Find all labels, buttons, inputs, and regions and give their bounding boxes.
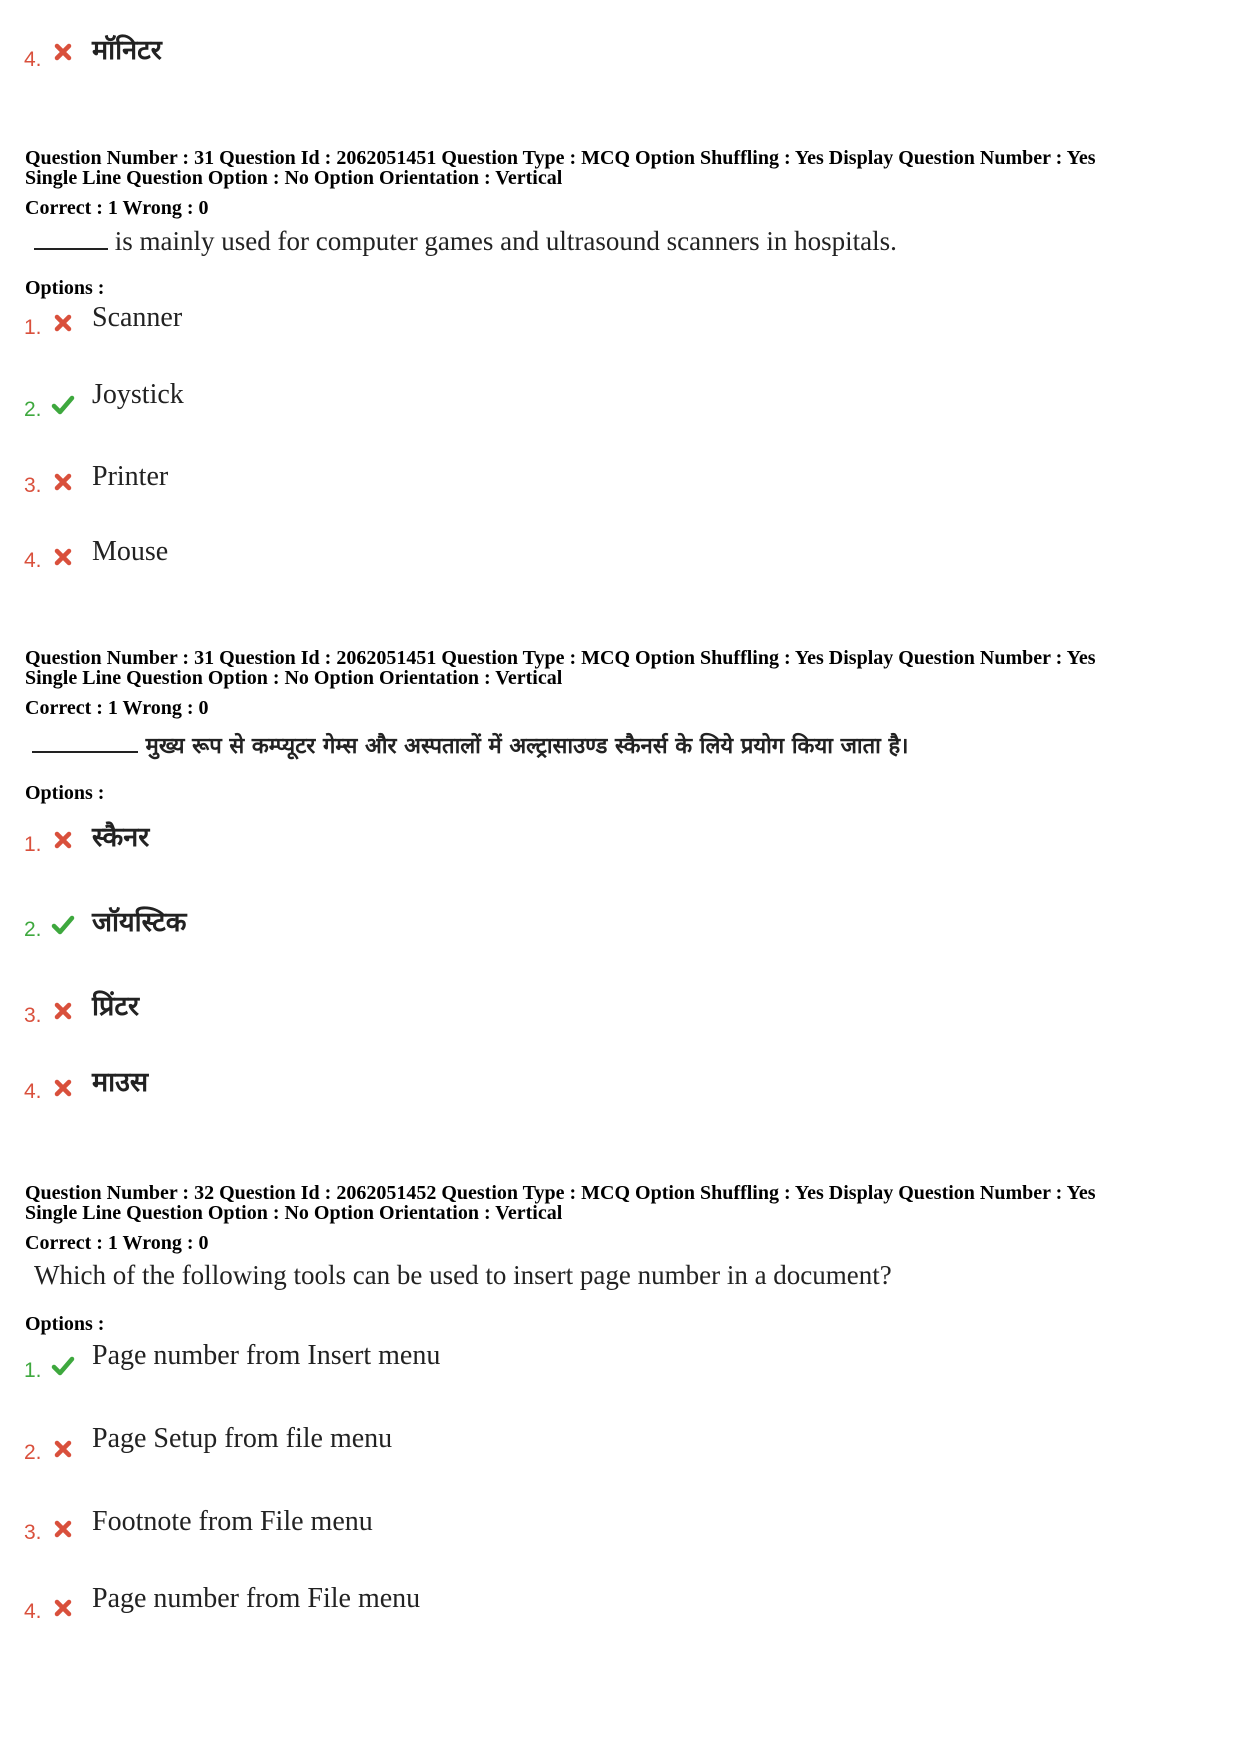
- score-info: Correct : 1 Wrong : 0: [25, 1232, 209, 1254]
- check-icon: [51, 393, 75, 417]
- question-meta: Question Number : 31 Question Id : 2062051451 Question Type : MCQ Option Shuffling : Yes Display Question Number : Yes: [25, 147, 1096, 169]
- option-text: माउस: [92, 1067, 149, 1098]
- question-text: Which of the following tools can be used to insert page number in a document?: [34, 1260, 892, 1290]
- option-text: मॉनिटर: [92, 35, 162, 66]
- option-text: Page Setup from file menu: [92, 1423, 393, 1454]
- question-body: is mainly used for computer games and ultrasound scanners in hospitals.: [114, 226, 897, 256]
- wrong-icon: [51, 311, 75, 335]
- option-number: 4.: [24, 1600, 42, 1623]
- question-meta: Single Line Question Option : No Option Orientation : Vertical: [25, 1202, 563, 1224]
- option-number: 3.: [24, 474, 42, 497]
- option-number: 2.: [24, 398, 42, 421]
- wrong-icon: [51, 828, 75, 852]
- option-text: Joystick: [92, 379, 184, 410]
- option-number: 1.: [24, 833, 42, 856]
- check-icon: [51, 913, 75, 937]
- option-text: प्रिंटर: [92, 991, 140, 1022]
- question-meta: Question Number : 31 Question Id : 2062051451 Question Type : MCQ Option Shuffling : Yes Display Question Number : Yes: [25, 647, 1096, 669]
- wrong-icon: [51, 999, 75, 1023]
- wrong-icon: [51, 470, 75, 494]
- option-text: Footnote from File menu: [92, 1506, 373, 1537]
- option-text: Printer: [92, 461, 169, 492]
- option-text: Page number from File menu: [92, 1583, 421, 1614]
- option-number: 4.: [24, 1080, 42, 1103]
- score-info: Correct : 1 Wrong : 0: [25, 697, 209, 719]
- answer-blank: [32, 751, 138, 753]
- option-number: 2.: [24, 1441, 42, 1464]
- wrong-icon: [51, 40, 75, 64]
- option-number: 3.: [24, 1004, 42, 1027]
- options-label: Options :: [25, 782, 105, 804]
- question-text: [34, 226, 897, 257]
- option-number: 3.: [24, 1521, 42, 1544]
- option-number: 1.: [24, 1359, 42, 1382]
- option-text: जॉयस्टिक: [92, 907, 187, 938]
- wrong-icon: [51, 1076, 75, 1100]
- question-body: मुख्य रूप से कम्प्यूटर गेम्स और अस्पतालों में अल्ट्रासाउण्ड स्कैनर्स के लिये प्रयोग किया जाता है।: [145, 734, 909, 759]
- options-label: Options :: [25, 277, 105, 299]
- option-text: Page number from Insert menu: [92, 1340, 441, 1371]
- option-text: Mouse: [92, 536, 169, 567]
- answer-blank: [34, 248, 108, 250]
- option-number: 4.: [24, 549, 42, 572]
- option-number: 2.: [24, 918, 42, 941]
- check-icon: [51, 1354, 75, 1378]
- option-text: Scanner: [92, 302, 183, 333]
- question-meta: Question Number : 32 Question Id : 2062051452 Question Type : MCQ Option Shuffling : Yes Display Question Number : Yes: [25, 1182, 1096, 1204]
- wrong-icon: [51, 1517, 75, 1541]
- option-number: 1.: [24, 316, 42, 339]
- question-meta: Single Line Question Option : No Option Orientation : Vertical: [25, 167, 563, 189]
- option-text: स्कैनर: [92, 822, 150, 853]
- options-label: Options :: [25, 1313, 105, 1335]
- question-meta: Single Line Question Option : No Option Orientation : Vertical: [25, 667, 563, 689]
- wrong-icon: [51, 545, 75, 569]
- question-text: [32, 730, 909, 760]
- wrong-icon: [51, 1596, 75, 1620]
- option-number: 4.: [24, 48, 42, 71]
- score-info: Correct : 1 Wrong : 0: [25, 197, 209, 219]
- wrong-icon: [51, 1437, 75, 1461]
